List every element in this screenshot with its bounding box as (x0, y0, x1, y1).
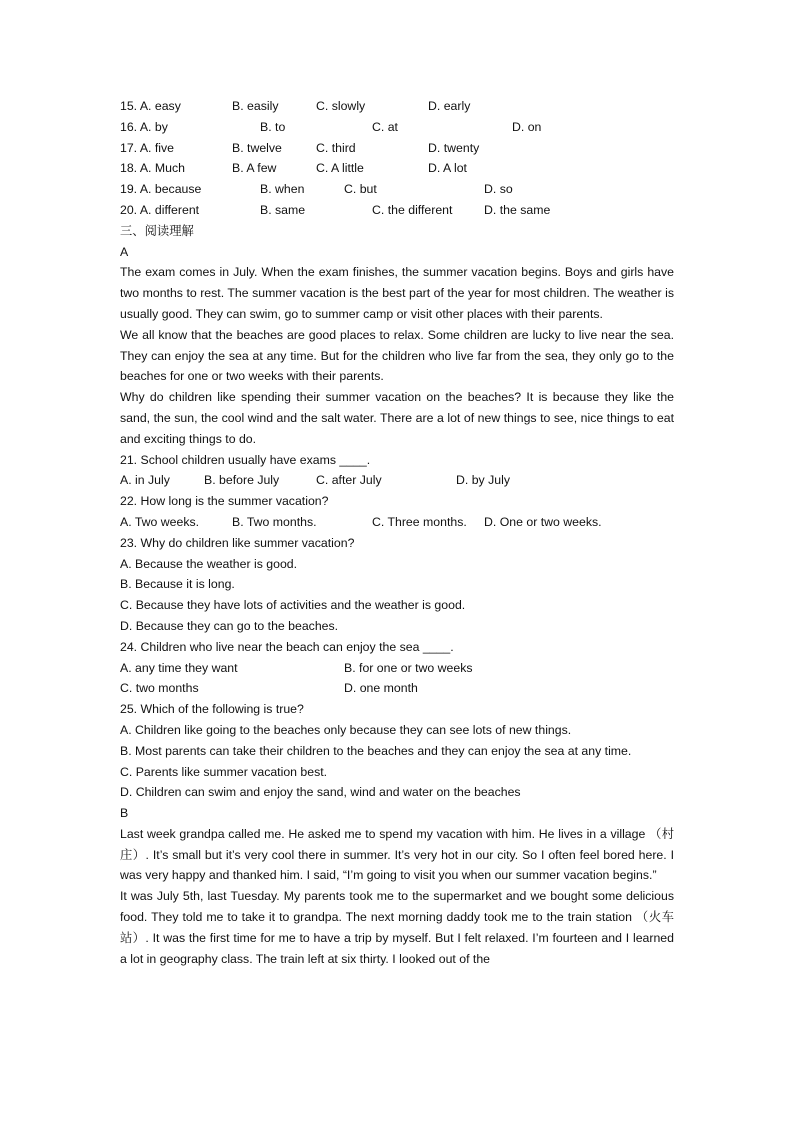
option-b: B. twelve (232, 140, 282, 155)
option-a: 18. A. Much (120, 161, 185, 176)
option-c: C. after July (316, 473, 382, 488)
question-25-stem: 25. Which of the following is true? (120, 702, 304, 717)
option-d: D. twenty (428, 140, 480, 155)
cloze-options (120, 96, 674, 221)
option-row-16 (120, 117, 674, 138)
option-c: C. Because they have lots of activities and the weather is good. (120, 598, 466, 613)
option-a: A. Two weeks. (120, 514, 200, 529)
option-d: D. the same (484, 202, 551, 217)
option-d: D. A lot (428, 161, 467, 176)
section-heading: 三、阅读理解 (120, 223, 194, 238)
option-a: A. Children like going to the beaches only because they can see lots of new things. (120, 722, 572, 737)
page-content (120, 96, 674, 969)
passage-b-label: B (120, 806, 129, 821)
option-a: 19. A. because (120, 182, 202, 197)
option-c: C. Three months. (372, 514, 467, 529)
question-21-stem: 21. School children usually have exams ____. (120, 452, 371, 467)
option-d: D. Children can swim and enjoy the sand, wind and water on the beaches (120, 785, 521, 800)
option-c: C. slowly (316, 99, 366, 113)
option-a: 16. A. by (120, 119, 168, 134)
option-c: C. the different (372, 202, 453, 217)
passage-a-label: A (120, 244, 129, 259)
question-24-stem: 24. Children who live near the beach can enjoy the sea ____. (120, 639, 454, 654)
option-b: B. A few (232, 161, 277, 176)
option-row-19 (120, 179, 674, 200)
option-d: D. One or two weeks. (484, 514, 602, 529)
option-b: B. to (260, 119, 286, 134)
passage-b-paragraph: Last week grandpa called me. He asked me to spend my vacation with him. He lives in a village （村庄）. It’s small but it’s very cool there in summer. It’s very hot in our city. So I often feel bored here. I was very happy and thanked him. I said, “I’m going to visit you when our summer vacation begins.” (120, 826, 674, 883)
option-d: D. early (428, 99, 471, 113)
option-d: D. by July (456, 473, 510, 488)
option-b: B. Two months. (232, 514, 317, 529)
option-a: A. in July (120, 473, 170, 488)
option-row-20 (120, 200, 674, 221)
option-b: B. easily (232, 99, 279, 113)
option-b: B. before July (204, 473, 280, 488)
passage-a-paragraph: The exam comes in July. When the exam finishes, the summer vacation begins. Boys and girls have two months to rest. The summer vacation is the best part of the year for most children. The weather is usually good. They can swim, go to summer camp or visit other places with their parents. (120, 265, 674, 321)
option-a: 15. A. easy (120, 99, 181, 113)
option-c: C. two months (120, 681, 199, 696)
question-23-stem: 23. Why do children like summer vacation? (120, 535, 355, 550)
option-c: C. third (316, 140, 356, 155)
option-a: 17. A. five (120, 140, 175, 155)
option-b: B. when (260, 182, 305, 197)
option-row-18 (120, 158, 674, 179)
question-24-options-row2 (120, 678, 674, 699)
question-22-options (120, 512, 674, 533)
option-a: 20. A. different (120, 202, 200, 217)
passage-b-paragraph: It was July 5th, last Tuesday. My parents took me to the supermarket and we bought some delicious food. They told me to take it to grandpa. The next morning daddy took me to the train station （火车站）. It was the first time for me to have a trip by myself. But I felt relaxed. I’m fourteen and I learned a lot in geography class. The train left at six thirty. I looked out of the (120, 889, 674, 966)
passage-a-paragraph: Why do children like spending their summer vacation on the beaches? It is because they like the sand, the sun, the cool wind and the salt water. There are a lot of new things to see, nice things to eat and exciting things to do. (120, 390, 674, 446)
question-24-options-row1 (120, 658, 674, 679)
option-c: C. at (372, 119, 398, 134)
option-d: D. one month (344, 681, 418, 696)
option-b: B. Most parents can take their children to the beaches and they can enjoy the sea at any time. (120, 743, 632, 758)
option-b: B. for one or two weeks (344, 660, 473, 675)
option-row-17 (120, 138, 674, 159)
question-22-stem: 22. How long is the summer vacation? (120, 494, 329, 509)
option-row-15 (120, 96, 674, 117)
option-a: A. any time they want (120, 660, 238, 675)
option-c: C. A little (316, 161, 364, 176)
question-21-options (120, 470, 674, 491)
option-a: A. Because the weather is good. (120, 556, 298, 571)
option-b: B. same (260, 202, 306, 217)
passage-a-paragraph: We all know that the beaches are good places to relax. Some children are lucky to live near the sea. They can enjoy the sea at any time. But for the children who live far from the sea, they only go to the beaches for one or two weeks with their parents. (120, 327, 674, 384)
option-c: C. but (344, 182, 377, 197)
option-c: C. Parents like summer vacation best. (120, 764, 328, 779)
option-d: D. Because they can go to the beaches. (120, 618, 339, 633)
option-d: D. on (512, 119, 542, 134)
option-d: D. so (484, 182, 513, 197)
option-b: B. Because it is long. (120, 577, 235, 592)
